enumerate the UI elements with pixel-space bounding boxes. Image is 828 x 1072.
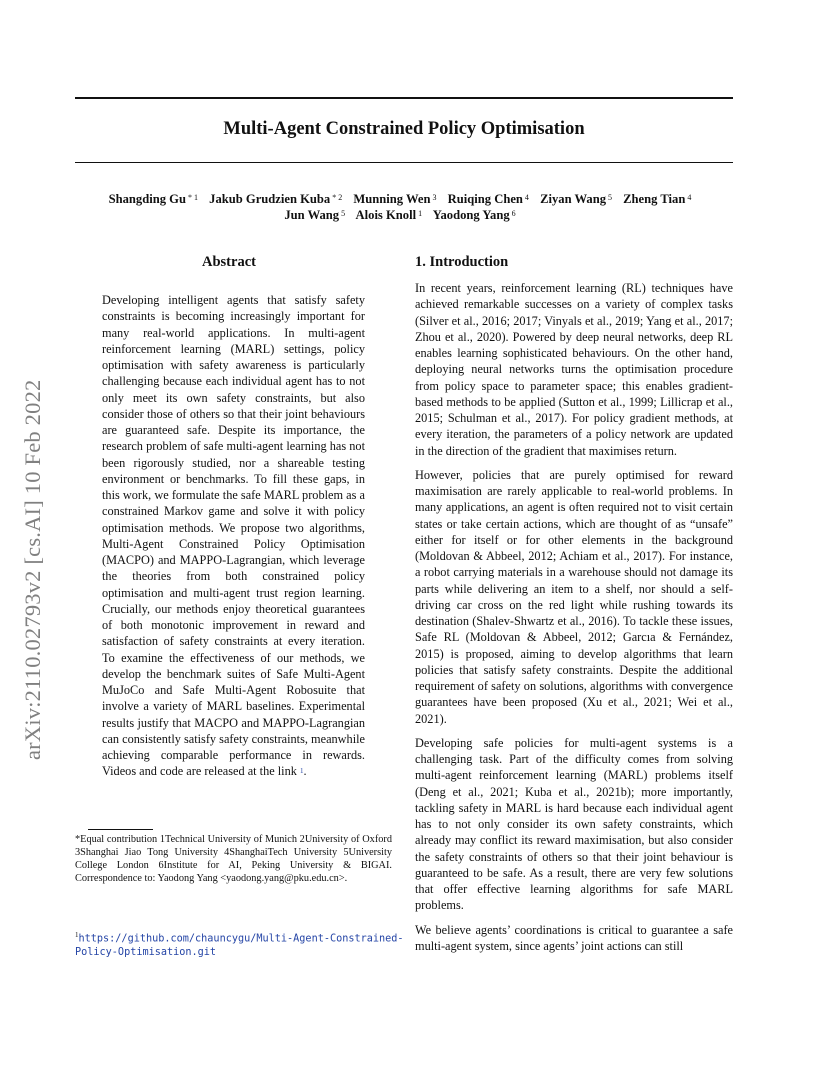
intro-paragraph: We believe agents’ coordinations is critical to guarantee a safe multi-agent system, since agents’ joint actions can still — [415, 922, 733, 953]
author: Ziyan Wang — [540, 192, 606, 206]
intro-paragraph: However, policies that are purely optimised for reward maximisation are rarely applicable to real-world problems. In many applications, an agent is often required not to visit certain states or take certain actions, which are thought of as “unsafe” either for itself or for other elements in the background (Moldovan & Abbeel, 2012; Achiam et al., 2017). For instance, a robot carrying materials in a warehouse should not damage its parts while delivering an item to a shelf, nor should a self-driving car cross on the red light while rushing towards its destination (Shalev-Shwartz et al., 2016). To tackle these issues, Safe RL (Moldovan & Abbeel, 2012; Garcıa & Fernández, 2015) is proposed, aiming to develop algorithms that learn policies that satisfy safety constraints. Despite the additional requirement of safety on solutions, algorithms with convergence guarantees have been proposed (Xu et al., 2021; Wei et al., 2021). — [415, 467, 733, 726]
author: Munning Wen — [353, 192, 431, 206]
code-url-link[interactable]: https://github.com/chauncygu/Multi-Agent-Constrained-Policy-Optimisation.git — [75, 933, 404, 959]
abstract-heading: Abstract — [202, 254, 256, 270]
author-mark: * 2 — [332, 193, 343, 202]
title-bottom-rule — [75, 162, 733, 163]
author: Jakub Grudzien Kuba — [209, 192, 331, 206]
author-mark: 6 — [511, 209, 516, 218]
footnote-ref[interactable]: 1 — [299, 767, 304, 776]
author-mark: 4 — [524, 193, 529, 202]
abstract-text: Developing intelligent agents that satisfy safety constraints is becoming increasingly important for many real-world applications. In multi-agent reinforcement learning (MARL) settings, policy optimisation with safety awareness is particularly challenging because each individual agent has to not only meet its own safety constraints, but also consider those of others so that their joint behaviours are guaranteed safe. Despite its importance, the research problem of safe multi-agent learning has not been rigorously studied, nor a shareable testing environment or benchmarks. To fill these gaps, in this work, we formulate the safe MARL problem as a constrained Markov game and solve it with policy optimisation methods. We propose two algorithms, Multi-Agent Constrained Policy Optimisation (MACPO) and MAPPO-Lagrangian, which leverage the theories from both constrained policy optimisation and multi-agent trust region learning. Crucially, our methods enjoy theoretical guarantees of both monotonic improvement in reward and satisfaction of safety constraints at every iteration. To examine the effectiveness of our methods, we develop the benchmark suites of Safe Multi-Agent MuJoCo and Safe Multi-Agent Robosuite that involve a variety of MARL baselines. Experimental results justify that MACPO and MAPPO-Lagrangian can consistently satisfy safety constraints, meanwhile achieving comparable performance in rewards. Videos and code are released at the link — [102, 293, 365, 779]
top-rule — [75, 97, 733, 99]
author-line-1 — [75, 191, 733, 208]
author: Yaodong Yang — [432, 208, 510, 222]
abstract-body: Developing intelligent agents that satisfy safety constraints is becoming increasingly important for many real-world applications. In multi-agent reinforcement learning (MARL) settings, policy optimisation with safety awareness is particularly challenging because each individual agent has to not only meet its own safety constraints, but also consider those of others so that their joint behaviours are guaranteed safe. Despite its importance, the research problem of safe multi-agent learning has not been rigorously studied, nor a shareable testing environment or benchmarks. To fill these gaps, in this work, we formulate the safe MARL problem as a constrained Markov game and solve it with policy optimisation methods. We propose two algorithms, Multi-Agent Constrained Policy Optimisation (MACPO) and MAPPO-Lagrangian, which leverage the theories from both constrained policy optimisation and multi-agent trust region learning. Crucially, our methods enjoy theoretical guarantees of both monotonic improvement in reward and satisfaction of safety constraints at every iteration. To examine the effectiveness of our methods, we develop the benchmark suites of Safe Multi-Agent MuJoCo and Safe Multi-Agent Robosuite that involve a variety of MARL baselines. Experimental results justify that MACPO and MAPPO-Lagrangian can consistently satisfy safety constraints, meanwhile achieving comparable performance in rewards. Videos and code are released at the link $^1$. — [102, 293, 365, 779]
intro-body — [415, 280, 733, 962]
intro-paragraph: In recent years, reinforcement learning (RL) techniques have achieved remarkable successes on a variety of complex tasks (Silver et al., 2016; 2017; Vinyals et al., 2019; Yang et al., 2017; Zhou et al., 2020). Powered by deep neural networks, deep RL enables learning sophisticated behaviours. On the other hand, deploying neural networks turns the optimisation procedure from policy space to parameter space; this enables gradient-based methods to be applied (Sutton et al., 1999; Lillicrap et al., 2015; Schulman et al., 2017). For policy gradient methods, at every iteration, the parameters of a policy network are updated in the direction of the gradient that maximises return. — [415, 281, 733, 458]
affiliations-footnote: *Equal contribution 1Technical University of Munich 2University of Oxford 3Shanghai Jiao Tong University 4ShanghaiTech University 5University College London 6Institute for AI, Peking University & BIGAI. Correspondence to: Yaodong Yang <yaodong.yang@pku.edu.cn>. — [75, 834, 392, 884]
author-mark: 4 — [687, 193, 692, 202]
author: Zheng Tian — [623, 192, 686, 206]
author-mark: 5 — [341, 209, 346, 218]
arxiv-identifier: arXiv:2110.02793v2 [cs.AI] 10 Feb 2022 — [20, 379, 45, 760]
intro-paragraph: Developing safe policies for multi-agent systems is a challenging task. Part of the difficulty comes from solving multi-agent reinforcement learning (MARL) problems itself (Deng et al., 2021; Kuba et al., 2021b); more importantly, tackling safety in MARL is hard because each individual agent has to not only consider its own safety constraints, which already may conflict its reward maximisation, but also consider the safety constraints of others so that their joint behaviour is guaranteed to be safe. As a result, there are very few solutions that offer effective learning algorithms for safe MARL problems. — [415, 735, 733, 913]
url-footnote-mark: 1 — [75, 931, 79, 939]
author: Jun Wang — [284, 208, 340, 222]
author-line-2 — [75, 207, 733, 224]
intro-heading: 1. Introduction — [415, 254, 509, 270]
author: Ruiqing Chen — [447, 192, 523, 206]
code-url-footnote — [75, 928, 405, 960]
author: Shangding Gu — [108, 192, 186, 206]
author-mark: 5 — [608, 193, 612, 202]
author-mark: 1 — [418, 209, 423, 218]
author-mark: 3 — [432, 193, 437, 202]
footnote-rule — [88, 829, 153, 830]
author-mark: * 1 — [187, 193, 198, 202]
author: Alois Knoll — [355, 208, 417, 222]
paper-title: Multi-Agent Constrained Policy Optimisation — [223, 119, 585, 139]
